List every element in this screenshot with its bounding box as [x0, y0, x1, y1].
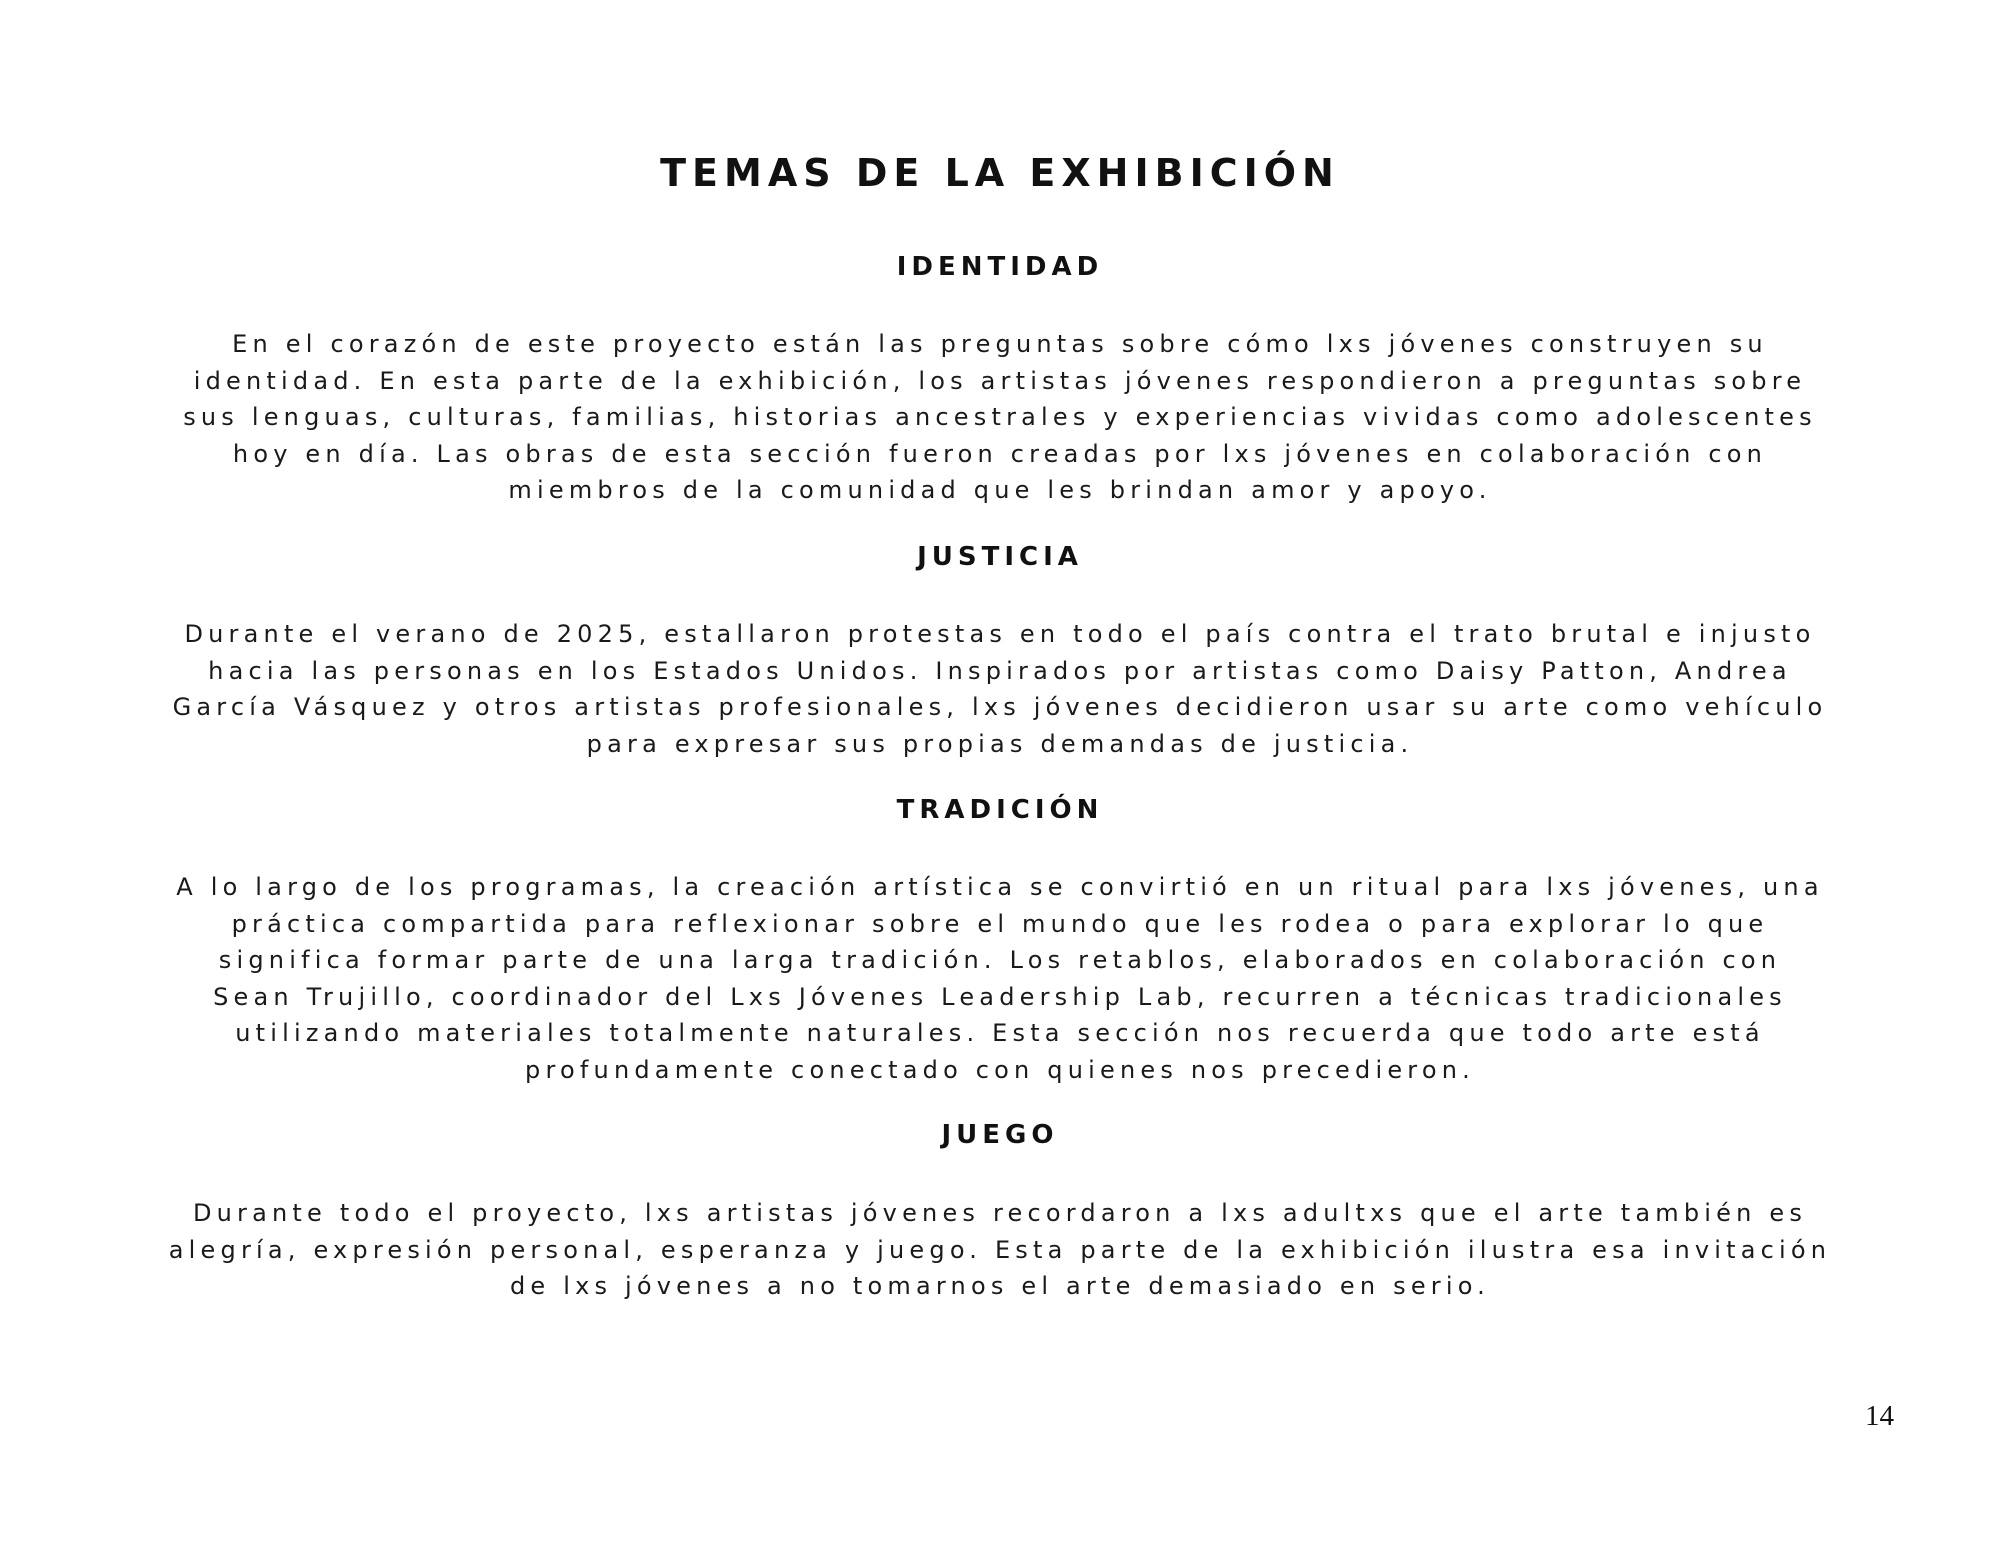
- paragraph-line: significa formar parte de una larga tradición. Los retablos, elaborados en colaboración con: [218, 946, 1782, 974]
- section-paragraph-juego: [150, 1195, 1850, 1305]
- paragraph-line: utilizando materiales totalmente naturales. Esta sección nos recuerda que todo arte está: [235, 1019, 1765, 1047]
- page-number: 14: [1865, 1400, 1894, 1432]
- section-paragraph-identidad: [150, 326, 1850, 509]
- section-paragraph-tradicion: [150, 869, 1850, 1088]
- section-heading-juego: JUEGO: [941, 1120, 1059, 1150]
- section-heading-tradicion: TRADICIÓN: [896, 795, 1104, 825]
- paragraph-line: sus lenguas, culturas, familias, historias ancestrales y experiencias vividas como adolescentes: [183, 403, 1817, 431]
- paragraph-line: alegría, expresión personal, esperanza y juego. Esta parte de la exhibición ilustra esa invitación: [168, 1235, 1832, 1264]
- paragraph-line: A lo largo de los programas, la creación artística se convirtió en un ritual para lxs jóvenes, una: [176, 873, 1824, 901]
- paragraph-line: García Vásquez y otros artistas profesionales, lxs jóvenes decidieron usar su arte como vehículo: [172, 693, 1828, 721]
- paragraph-line: práctica compartida para reflexionar sobre el mundo que les rodea o para explorar lo que: [231, 909, 1769, 938]
- page-title: TEMAS DE LA EXHIBICIÓN: [660, 151, 1340, 195]
- section-paragraph-justicia: [150, 616, 1850, 762]
- section-heading-justicia: JUSTICIA: [917, 542, 1083, 572]
- paragraph-line: Durante todo el proyecto, lxs artistas jóvenes recordaron a lxs adultxs que el arte también es: [192, 1199, 1808, 1227]
- paragraph-line: Sean Trujillo, coordinador del Lxs Jóvenes Leadership Lab, recurren a técnicas tradicionales: [213, 982, 1787, 1011]
- paragraph-line: En el corazón de este proyecto están las preguntas sobre cómo lxs jóvenes construyen su: [232, 330, 1768, 358]
- paragraph-line: identidad. En esta parte de la exhibición, los artistas jóvenes respondieron a preguntas sobre: [193, 366, 1807, 395]
- paragraph-line: hoy en día. Las obras de esta sección fueron creadas por lxs jóvenes en colaboración con: [232, 439, 1768, 468]
- paragraph-line: miembros de la comunidad que les brindan amor y apoyo.: [508, 476, 1492, 504]
- paragraph-line: hacia las personas en los Estados Unidos. Inspirados por artistas como Daisy Patton, Andrea: [208, 656, 1792, 685]
- paragraph-line: Durante el verano de 2025, estallaron protestas en todo el país contra el trato brutal e injusto: [184, 620, 1816, 648]
- paragraph-line: para expresar sus propias demandas de justicia.: [586, 729, 1414, 758]
- section-heading-identidad: IDENTIDAD: [896, 252, 1104, 282]
- paragraph-line: profundamente conectado con quienes nos precedieron.: [525, 1055, 1475, 1084]
- paragraph-line: de lxs jóvenes a no tomarnos el arte demasiado en serio.: [509, 1272, 1491, 1300]
